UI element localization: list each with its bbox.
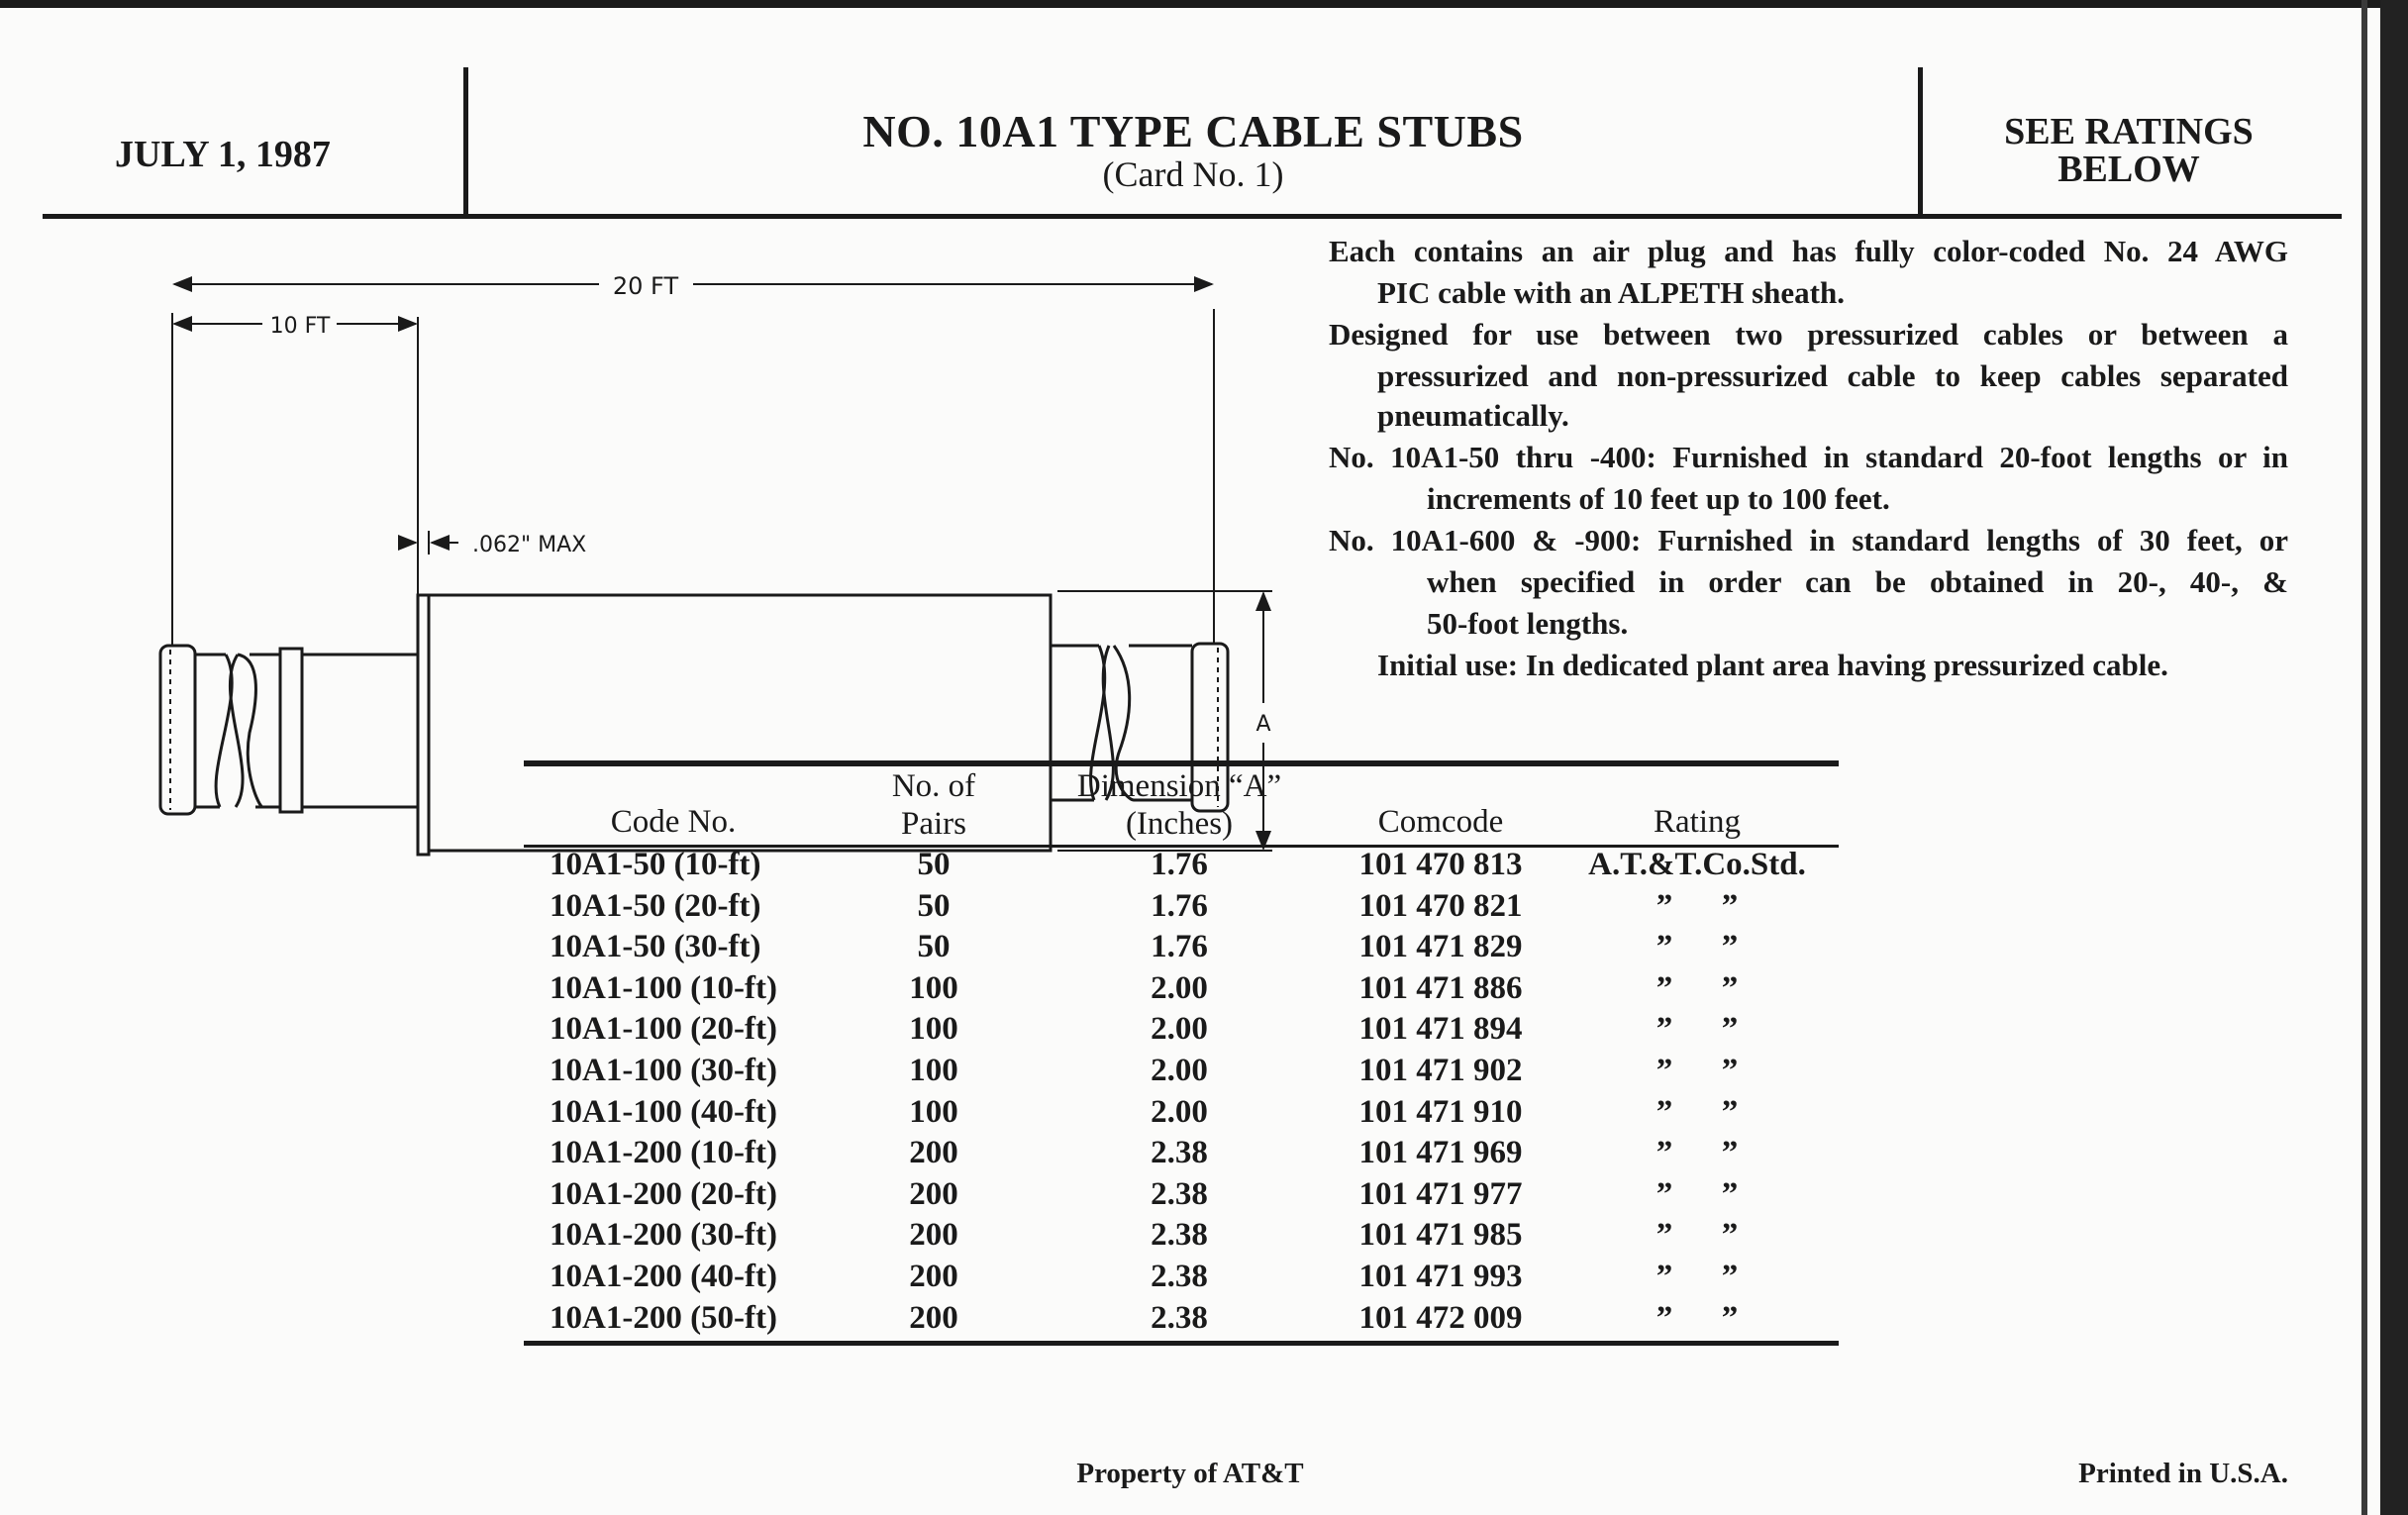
cell-comcode: 101 471 886 [1358,969,1523,1006]
description-line: PIC cable with an ALPETH sheath. [1377,275,1845,310]
cell-comcode: 101 471 829 [1358,929,1523,965]
cell-pairs: 200 [909,1175,958,1212]
flange-note-label: .062" MAX [472,533,587,557]
cell-pairs: 100 [909,1093,958,1130]
cell-dim: 2.38 [1151,1175,1208,1212]
cell-comcode: 101 471 977 [1358,1175,1523,1212]
dimension-a-label: A [1255,712,1271,737]
cell-rating: ” ” [1656,929,1739,965]
flange-thickness-note [404,531,586,557]
header-pairs-line: No. of [891,768,976,804]
cell-rating: ” ” [1656,1053,1739,1088]
description-line: 50-foot lengths. [1427,606,1629,641]
cell-code: 10A1-200 (20-ft) [550,1175,778,1212]
cell-rating: ” ” [1656,887,1739,924]
cell-pairs: 100 [909,1053,958,1088]
cell-rating: ” ” [1656,1299,1739,1336]
header-divider-right [1918,67,1923,216]
header-dimension-line: (Inches) [1125,806,1234,842]
card-subtitle: (Card No. 1) [1102,154,1284,194]
header-comcode: Comcode [1377,804,1504,840]
description-line: No. 10A1-600 & -900: Furnished in standard lengths of 30 feet, or [1329,523,2288,557]
cell-rating: ” ” [1656,1217,1739,1254]
cell-pairs: 100 [909,969,958,1006]
description-line: Initial use: In dedicated plant area having pressurized cable. [1377,648,2168,682]
table-top-rule [524,760,1839,766]
rating-note [1941,113,2317,188]
cell-pairs: 50 [917,929,951,965]
cell-code: 10A1-100 (40-ft) [550,1093,778,1130]
cell-code: 10A1-100 (30-ft) [550,1053,778,1088]
cell-dim: 2.38 [1151,1299,1208,1336]
cell-pairs: 50 [917,847,951,882]
header-pairs-line: Pairs [901,806,966,842]
cell-comcode: 101 471 910 [1358,1093,1523,1130]
description-line: Each contains an air plug and has fully color-coded No. 24 AWG [1329,234,2288,268]
cell-comcode: 101 470 813 [1358,847,1523,882]
cell-pairs: 200 [909,1299,958,1336]
cell-rating: ” ” [1656,969,1739,1006]
scan-border-right-inner [2361,0,2367,1515]
cell-pairs: 200 [909,1259,958,1294]
description-line: when specified in order can be obtained in 20-, 40-, & [1427,564,2288,599]
dimension-10ft-label: 10 FT [269,314,331,339]
header-code: Code No. [610,804,737,840]
cell-dim: 2.00 [1151,1093,1208,1130]
cable-stub-diagram [0,0,1386,737]
rating-note-line: BELOW [2057,149,2200,190]
cell-rating: ” ” [1656,1011,1739,1048]
cell-comcode: 101 471 894 [1358,1011,1523,1048]
card-date: JULY 1, 1987 [115,134,331,175]
cell-code: 10A1-200 (10-ft) [550,1135,778,1171]
cell-code: 10A1-200 (40-ft) [550,1259,778,1294]
cell-comcode: 101 470 821 [1358,887,1523,924]
cell-code: 10A1-200 (50-ft) [550,1299,778,1336]
cell-dim: 2.00 [1151,969,1208,1006]
cell-rating: ” ” [1656,1093,1739,1130]
cell-dim: 2.00 [1151,1053,1208,1088]
cell-rating: A.T.&T.Co.Std. [1588,847,1806,882]
dimension-20ft-label: 20 FT [612,272,679,300]
cell-comcode: 101 471 902 [1358,1053,1523,1088]
cell-pairs: 50 [917,887,951,924]
cell-code: 10A1-100 (10-ft) [550,969,778,1006]
description-line: pressurized and non-pressurized cable to keep cables separated [1377,358,2288,393]
cell-comcode: 101 471 985 [1358,1217,1523,1254]
cell-rating: ” ” [1656,1175,1739,1212]
cell-code: 10A1-200 (30-ft) [550,1217,778,1254]
description-line: pneumatically. [1377,398,1569,433]
cell-dim: 2.38 [1151,1217,1208,1254]
header-dimension [1031,767,1328,843]
cell-dim: 1.76 [1151,847,1208,882]
cell-dim: 2.38 [1151,1259,1208,1294]
card-title: NO. 10A1 TYPE CABLE STUBS [862,106,1524,156]
cell-dim: 2.38 [1151,1135,1208,1171]
cell-comcode: 101 471 993 [1358,1259,1523,1294]
cell-pairs: 200 [909,1217,958,1254]
cell-code: 10A1-50 (30-ft) [550,929,761,965]
cell-rating: ” ” [1656,1259,1739,1294]
header-dimension-line: Dimension “A” [1076,768,1282,804]
cell-dim: 1.76 [1151,887,1208,924]
cell-code: 10A1-100 (20-ft) [550,1011,778,1048]
cell-pairs: 100 [909,1011,958,1048]
cell-dim: 2.00 [1151,1011,1208,1048]
cell-code: 10A1-50 (10-ft) [550,847,761,882]
cell-pairs: 200 [909,1135,958,1171]
cell-code: 10A1-50 (20-ft) [550,887,761,924]
footer-property: Property of AT&T [1076,1458,1304,1489]
description-line: increments of 10 feet up to 100 feet. [1427,481,1890,516]
dimension-10ft [174,314,418,594]
scan-border-right [2380,0,2408,1515]
description-line: No. 10A1-50 thru -400: Furnished in standard 20-foot lengths or in [1329,440,2288,474]
cell-rating: ” ” [1656,1135,1739,1171]
table-bottom-rule [524,1341,1839,1346]
description-line: Designed for use between two pressurized cables or between a [1329,317,2288,352]
cell-dim: 1.76 [1151,929,1208,965]
footer-printed: Printed in U.S.A. [2078,1458,2288,1489]
rating-note-line: SEE RATINGS [2004,111,2254,152]
header-rating: Rating [1654,804,1741,840]
cell-comcode: 101 471 969 [1358,1135,1523,1171]
cell-comcode: 101 472 009 [1358,1299,1523,1336]
